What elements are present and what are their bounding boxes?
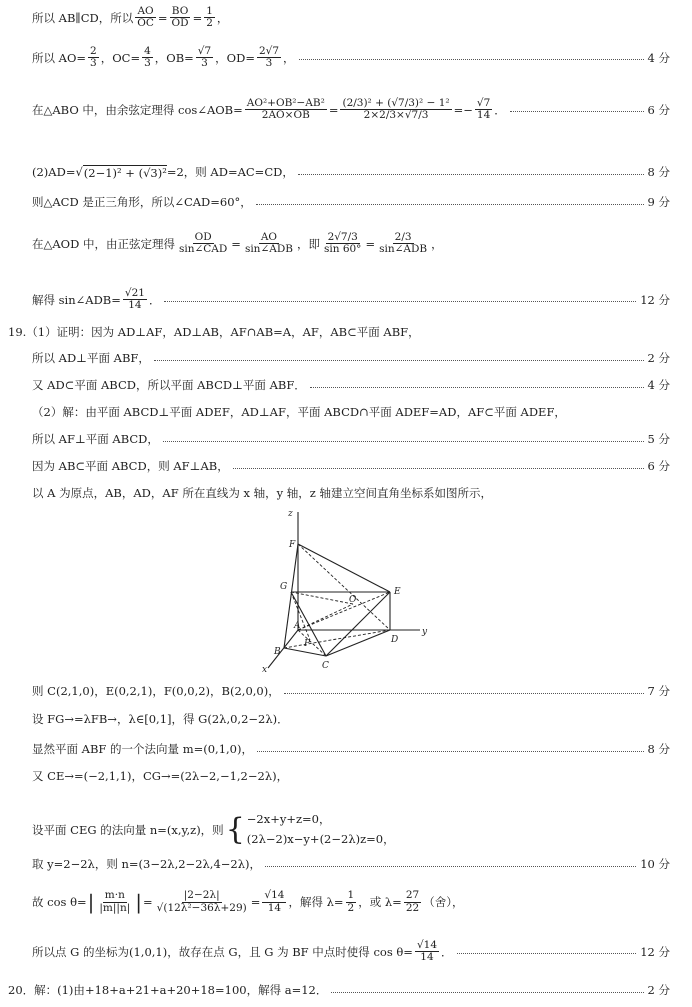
fraction: $\frac{m\cdot n}{|m||n|}$ xyxy=(99,889,131,914)
line-22: 所以点 G 的坐标为(1,0,1)，故存在点 G，且 G 为 BF 中点时使得 cos θ= $\frac{√14}{14}$ ． 12 分 xyxy=(32,939,670,964)
label-O: O xyxy=(349,595,357,605)
label-C: C xyxy=(322,661,329,671)
equation-system: −2x+y+z=0， (2λ−2)x−y+(2−2λ)z=0， xyxy=(246,812,395,846)
line-12: 所以 AF⊥平面 ABCD， 5 分 xyxy=(32,432,670,446)
score-mark: 12 分 xyxy=(640,944,670,959)
edge-GP xyxy=(291,592,310,640)
fraction: $\frac{OD}{\text{sin∠CAD}}$ xyxy=(178,231,228,256)
score-mark: 7 分 xyxy=(647,684,670,698)
edge-GO xyxy=(291,592,353,604)
dot-leader xyxy=(256,204,644,205)
edge-AE xyxy=(298,592,390,630)
line-5: 则△ACD 是正三角形，所以∠CAD=60°， 9 分 xyxy=(32,195,670,209)
edge-AC xyxy=(298,630,326,656)
fraction: $\frac{\text{AO²+OB²−AB²}}{2AO\times OB}$ xyxy=(246,97,325,122)
x-axis xyxy=(268,630,298,668)
line-1: 所以 AB∥CD，所以 $\frac{AO}{OC}$ = $\frac{BO}{OD}$ = $\frac{1}{2}$ ， xyxy=(32,5,229,30)
line-6: 在△AOD 中，由正弦定理得 $\frac{OD}{\text{sin∠CAD}}$ = $\frac{AO}{\text{sin∠ADB}}$ ，即 $\frac{2√7/3}{\sin 60^\circ}$ = $\frac{2/3}{\text{sin∠ADB}}$ ， xyxy=(32,231,443,256)
fraction: $\frac{AO}{\text{sin∠ADB}}$ xyxy=(244,231,293,256)
geometry-figure xyxy=(258,506,440,676)
score-mark: 4 分 xyxy=(647,378,670,392)
edge-AO xyxy=(298,604,353,630)
score-mark: 6 分 xyxy=(647,102,670,117)
score-mark: 5 分 xyxy=(647,432,670,446)
fraction: $\frac{1}{2}$ xyxy=(206,5,213,30)
fraction: $\frac{√14}{14}$ xyxy=(416,939,438,964)
dot-leader xyxy=(310,387,644,388)
line-23: 20．解：(1)由 +18+a+21+a+20+18=100，解得 a=12． 2 分 xyxy=(8,983,670,997)
line-17: 显然平面 ABF 的一个法向量 m=(0,1,0)， 8 分 xyxy=(32,742,670,756)
score-mark: 10 分 xyxy=(640,857,670,871)
fraction: $\frac{2}{3}$ xyxy=(90,45,97,70)
score-mark: 8 分 xyxy=(647,742,670,756)
dot-leader xyxy=(331,992,643,993)
edge-CE xyxy=(326,592,390,656)
dot-leader xyxy=(163,441,644,442)
label-G: G xyxy=(280,582,288,592)
dot-leader xyxy=(510,111,644,112)
dot-leader xyxy=(457,953,637,954)
fraction: $\frac{BO}{OD}$ xyxy=(171,5,189,30)
label-z: z xyxy=(288,509,293,519)
line-9: 所以 AD⊥平面 ABF， 2 分 xyxy=(32,351,670,365)
line-7: 解得 sin∠ADB= $\frac{√21}{14}$ ． 12 分 xyxy=(32,287,670,312)
fraction: $\frac{|2-2\lambda|}{\text{√(12λ²−36λ+29)}}$ xyxy=(156,889,247,914)
dot-leader xyxy=(233,468,644,469)
line-10: 又 AD⊂平面 ABCD，所以平面 ABCD⊥平面 ABF． 4 分 xyxy=(32,378,670,392)
score-mark: 6 分 xyxy=(647,459,670,473)
score-mark: 2 分 xyxy=(647,983,670,997)
dot-leader xyxy=(164,301,636,302)
line-16: 设 FG→=λFB→，λ∈[0,1]，得 G(2λ,0,2−2λ)． xyxy=(32,712,289,726)
abs-bar: | xyxy=(135,890,143,914)
edge-FE xyxy=(298,544,390,592)
line-18: 又 CE→=(−2,1,1)，CG→=(2λ−2,−1,2−2λ)， xyxy=(32,769,289,783)
line-2: 所以 AO= $\frac{2}{3}$ ，OC= $\frac{4}{3}$ ，OB= $\frac{√7}{3}$ ，OD= $\frac{2√7}{3}$ ， 4 分 xyxy=(32,45,670,70)
fraction: $\frac{2/3}{\text{sin∠ADB}}$ xyxy=(379,231,428,256)
label-P: P xyxy=(304,639,311,649)
line-21: 故 cos θ= | $\frac{m\cdot n}{|m||n|}$ | = $\frac{|2-2\lambda|}{\text{√(12λ²−36λ+29)}}$ = $\frac{√14}{14}$ ，解得 λ= $\frac{1}{2}$ ，或 λ= $\frac{27}{22}$ （舍）， xyxy=(32,889,464,914)
fraction: $\frac{√7}{14}$ xyxy=(476,97,491,122)
label-y: y xyxy=(422,627,428,637)
fraction: $\frac{√21}{14}$ xyxy=(124,287,145,312)
line-15: 则 C(2,1,0)，E(0,2,1)，F(0,0,2)，B(2,0,0)， 7 分 xyxy=(32,684,670,698)
fraction: $\frac{2√7}{3}$ xyxy=(258,45,280,70)
fraction: $\frac{\text{(2/3)² + (√7/3)² − 1²}}{2\times 2/3\times√7/3}$ xyxy=(342,97,450,122)
label-D: D xyxy=(391,635,399,645)
line-4: (2)AD= √ (2−1)² + (√3)² =2，则 AD=AC=CD， 8 分 xyxy=(32,165,670,180)
dot-leader xyxy=(299,59,644,60)
label-E: E xyxy=(394,587,401,597)
label-F: F xyxy=(289,540,296,550)
edge-CD xyxy=(326,630,390,656)
fraction: $\frac{AO}{OC}$ xyxy=(137,5,154,30)
line-3: 在△ABO 中，由余弦定理得 cos∠AOB= $\frac{\text{AO²+OB²−AB²}}{2AO\times OB}$ = $\frac{\text{(2/3)² + (√7/3)² − 1²}}{2\times 2/3\times√7/3}$ =− $\frac{√7}{14}$ ． 6 分 xyxy=(32,97,670,122)
dot-leader xyxy=(298,174,644,175)
score-mark: 4 分 xyxy=(647,50,670,65)
line-11: （2）解：由平面 ABCD⊥平面 ADEF，AD⊥AF，平面 ABCD∩平面 ADEF=AD，AF⊂平面 ADEF， xyxy=(32,405,566,419)
line-20: 取 y=2−2λ，则 n=(3−2λ,2−2λ,4−2λ)， 10 分 xyxy=(32,857,670,871)
fraction: $\frac{2√7/3}{\sin 60^\circ}$ xyxy=(323,231,362,256)
fraction: $\frac{√14}{14}$ xyxy=(264,889,285,914)
fraction: $\frac{1}{2}$ xyxy=(347,889,355,914)
fraction: $\frac{27}{22}$ xyxy=(405,889,420,914)
dot-leader xyxy=(154,360,644,361)
score-mark: 2 分 xyxy=(647,351,670,365)
score-mark: 9 分 xyxy=(647,195,670,209)
fraction: $\frac{√7}{3}$ xyxy=(197,45,212,70)
abs-bar: | xyxy=(87,890,95,914)
fraction: $\frac{4}{3}$ xyxy=(144,45,151,70)
line-13: 因为 AB⊂平面 ABCD，则 AF⊥AB， 6 分 xyxy=(32,459,670,473)
score-mark: 12 分 xyxy=(640,292,670,307)
edge-FD xyxy=(298,544,390,630)
radicand: (2−1)² + (√3)² xyxy=(83,165,167,180)
label-B: B xyxy=(274,647,281,657)
radical-sign: √ xyxy=(75,165,83,179)
edge-BC xyxy=(284,648,326,656)
dot-leader xyxy=(284,693,644,694)
dot-leader xyxy=(257,751,644,752)
dot-leader xyxy=(265,866,636,867)
label-x: x xyxy=(262,665,268,675)
system-brace: { xyxy=(225,811,245,847)
line-19: 设平面 CEG 的法向量 n=(x,y,z)，则 { −2x+y+z=0， (2λ−2)x−y+(2−2λ)z=0， xyxy=(32,810,670,849)
score-mark: 8 分 xyxy=(647,165,670,179)
line-8: 19.（1）证明：因为 AD⊥AF，AD⊥AB，AF∩AB=A，AF，AB⊂平面 ABF， xyxy=(8,325,420,339)
line-14: 以 A 为原点，AB，AD，AF 所在直线为 x 轴，y 轴，z 轴建立空间直角坐标系如图所示， xyxy=(32,486,492,500)
label-A: A xyxy=(294,621,301,631)
